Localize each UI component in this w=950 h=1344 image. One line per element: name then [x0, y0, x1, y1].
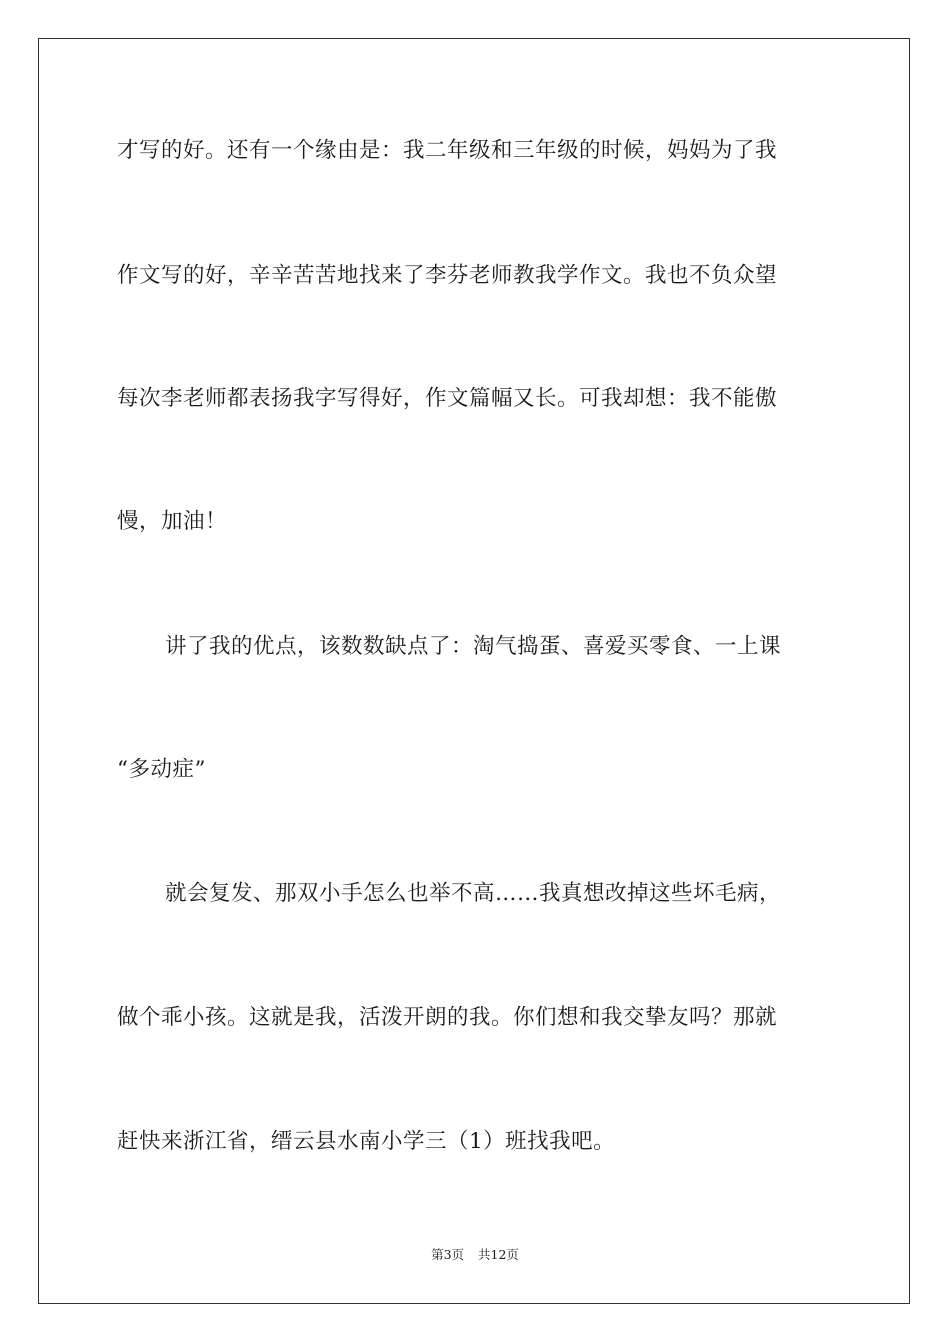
page-footer	[0, 1247, 950, 1263]
text-line-8: 做个乖小孩。这就是我，活泼开朗的我。你们想和我交挚友吗？那就	[117, 1005, 778, 1030]
page-total: 共12页	[478, 1247, 519, 1262]
text-line-4: 慢，加油！	[117, 509, 228, 534]
text-line-7: 就会复发、那双小手怎么也举不高……我真想改掉这些坏毛病，	[165, 881, 782, 906]
text-line-9: 赶快来浙江省，缙云县水南小学三（1）班找我吧。	[117, 1129, 616, 1154]
text-line-2: 作文写的好，辛辛苦苦地找来了李芬老师教我学作文。我也不负众望	[117, 263, 778, 288]
text-line-5: 讲了我的优点，该数数缺点了：淘气捣蛋、喜爱买零食、一上课	[165, 634, 782, 659]
text-line-3: 每次李老师都表扬我字写得好，作文篇幅又长。可我却想：我不能傲	[117, 386, 778, 411]
page-border	[38, 38, 910, 1304]
page-number: 第3页	[431, 1247, 465, 1262]
text-line-1: 才写的好。还有一个缘由是：我二年级和三年级的时候，妈妈为了我	[117, 138, 778, 163]
text-line-6: “多动症”	[117, 757, 206, 782]
